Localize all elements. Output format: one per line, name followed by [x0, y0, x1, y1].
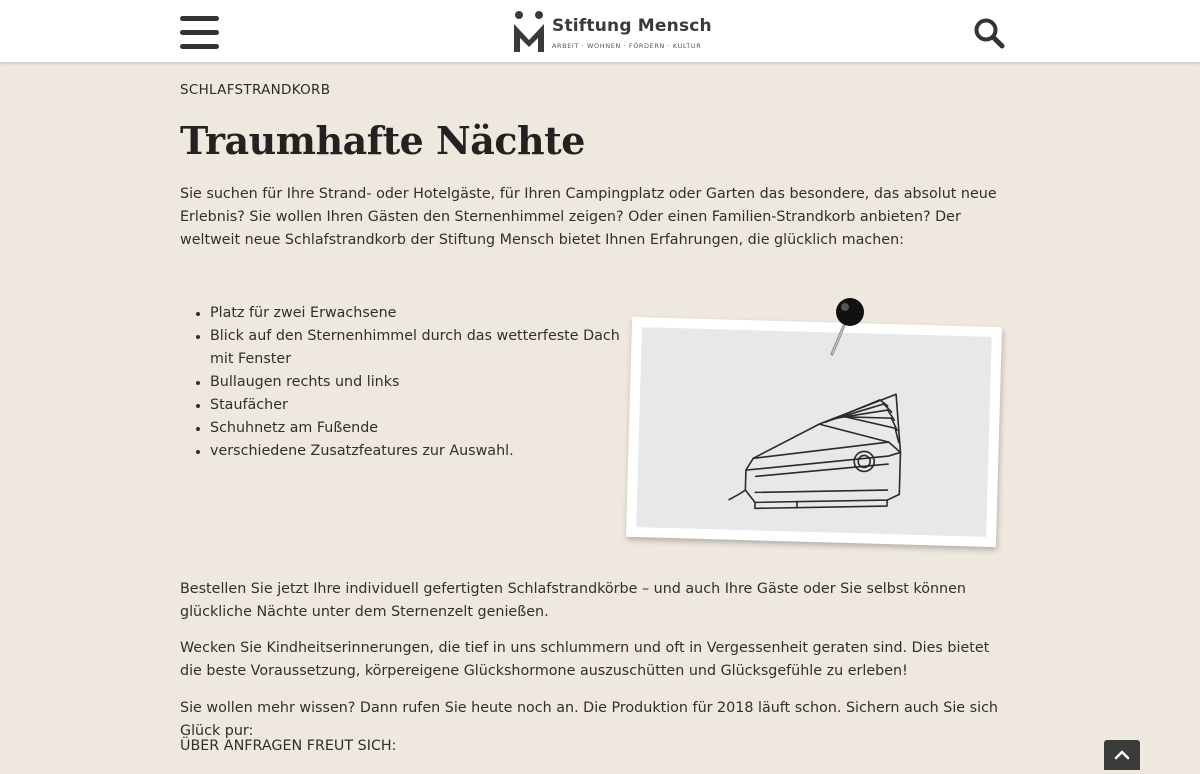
site-header: [0, 0, 1200, 62]
inquiries-heading: ÜBER ANFRAGEN FREUT SICH:: [180, 738, 397, 754]
intro-paragraph: Sie suchen für Ihre Strand- oder Hotelgäste, für Ihren Campingplatz oder Garten das besondere, das absolut neue Erlebnis? Sie wollen Ihren Gästen den Sternenhimmel zeigen? Oder einen Familien-Strandkorb anbieten? Der weltweit neue Schlafstrandkorb der Stiftung Mensch bietet Ihnen Erfahrungen, die glücklich machen:: [180, 186, 997, 248]
menu-bar: [180, 44, 219, 49]
contact-paragraph: Sie wollen mehr wissen? Dann rufen Sie heute noch an. Die Produktion für 2018 läuft schon. Sichern auch Sie sich Glück pur:: [180, 700, 998, 739]
pushpin-icon: [822, 296, 872, 358]
menu-bar: [180, 16, 219, 21]
hamburger-menu-icon[interactable]: [180, 16, 219, 49]
product-illustration: [636, 327, 991, 537]
list-item: • Staufächer: [210, 394, 630, 417]
list-item: • verschiedene Zusatzfeatures zur Auswahl.: [210, 440, 630, 463]
order-paragraph: Bestellen Sie jetzt Ihre individuell gefertigten Schlafstrandkörbe – und auch Ihre Gäste oder Sie selbst können glückliche Nächte unter dem Sternenzelt genießen.: [180, 581, 966, 620]
logo-mark-icon: [512, 10, 546, 54]
page-title: Traumhafte Nächte: [180, 118, 585, 163]
search-icon[interactable]: [973, 17, 1005, 49]
pinned-photo: [626, 317, 1002, 547]
site-logo[interactable]: [512, 10, 712, 54]
feature-list: [190, 302, 630, 463]
list-item: • Bullaugen rechts und links: [210, 371, 630, 394]
logo-name: Stiftung Mensch: [552, 16, 712, 36]
logo-tagline: ARBEIT · WOHNEN · FÖRDERN · KULTUR: [552, 42, 702, 50]
list-item: • Schuhnetz am Fußende: [210, 417, 630, 440]
memories-paragraph: Wecken Sie Kindheitserinnerungen, die tief in uns schlummern und oft in Vergessenheit geraten sind. Dies bietet die beste Voraussetzung, körpereigene Glückshormone auszuschütten und Glücksgefühle zu erleben!: [180, 640, 990, 679]
article-kicker: SCHLAFSTRANDKORB: [180, 82, 331, 98]
list-item: • Platz für zwei Erwachsene: [210, 302, 630, 325]
menu-bar: [180, 30, 219, 35]
beach-chair-sketch-icon: [636, 327, 991, 537]
list-item: • Blick auf den Sternenhimmel durch das wetterfeste Dach mit Fenster: [210, 325, 630, 371]
